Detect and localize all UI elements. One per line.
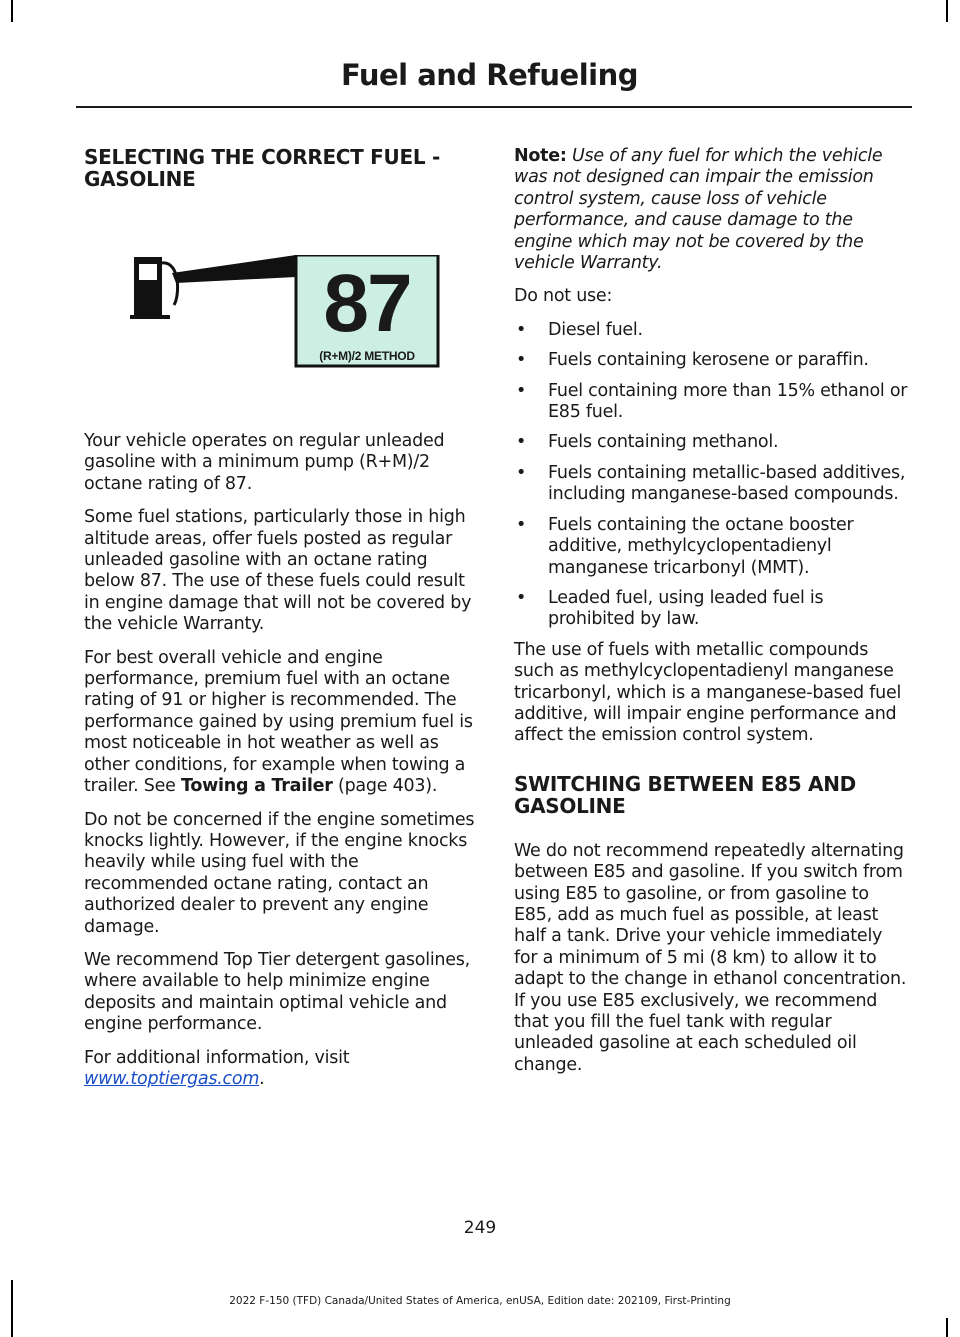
list-item-text: Diesel fuel.: [548, 319, 643, 340]
page-number: 249: [463, 1218, 497, 1238]
list-item: [514, 463, 910, 506]
note-label: Note:: [514, 146, 567, 166]
bullet-icon: •: [516, 350, 527, 371]
crop-mark: [11, 1280, 13, 1337]
bullet-icon: •: [516, 514, 527, 535]
paragraph: The use of fuels with metallic compounds such as methylcyclopentadienyl manganese tricarbonyl, which is a manganese-based fuel additive, will impair engine performance and affect the emission control system.: [514, 639, 902, 746]
bullet-icon: •: [516, 380, 527, 401]
list-item: [514, 381, 910, 424]
edition-footer: 2022 F-150 (TFD) Canada/United States of America, enUSA, Edition date: 202109, First-Printing: [229, 1295, 731, 1307]
octane-number: 87: [323, 258, 411, 349]
crop-mark: [946, 0, 948, 22]
list-item: [514, 588, 910, 631]
paragraph: Some fuel stations, particularly those in high altitude areas, offer fuels posted as regular unleaded gasoline with an octane rating below 87. The use of these fuels could result in engine damage that will not be covered by the vehicle Warranty.: [84, 507, 472, 635]
cross-reference[interactable]: Towing a Trailer: [180, 776, 333, 797]
list-item-text: Leaded fuel, using leaded fuel is prohibited by law.: [548, 587, 824, 630]
toptiergas-link[interactable]: www.toptiergas.com: [84, 1068, 260, 1089]
paragraph: We recommend Top Tier detergent gasolines, where available to help minimize engine deposits and maintain optimal vehicle and engine performance.: [84, 949, 470, 1035]
list-item-text: Fuels containing metallic-based additives, including manganese-based compounds.: [548, 462, 906, 505]
paragraph: Do not use:: [514, 286, 613, 307]
bullet-icon: •: [516, 319, 527, 340]
paragraph-text: For best overall vehicle and engine performance, premium fuel with an octane rating of 91 or higher is recommended. The performance gained by using premium fuel is most noticeable in hot weather as well as other conditions, for example when towing a trailer. See: [84, 647, 473, 797]
page-header-title: Fuel and Refueling: [340, 58, 638, 92]
paragraph: [84, 648, 476, 798]
list-item: [514, 432, 910, 453]
crop-mark: [11, 0, 13, 22]
list-item-text: Fuels containing kerosene or paraffin.: [548, 350, 869, 371]
list-item: [514, 350, 910, 371]
paragraph-text: For additional information, visit: [84, 1047, 350, 1068]
paragraph: [84, 1048, 476, 1091]
section-title: SWITCHING BETWEEN E85 AND GASOLINE: [514, 771, 856, 818]
paragraph: Your vehicle operates on regular unleaded gasoline with a minimum pump (R+M)/2 octane rating of 87.: [84, 431, 445, 494]
note-text: Use of any fuel for which the vehicle was not designed can impair the emission control system, cause loss of vehicle performance, and cause damage to the engine which may not be covered by the vehicle Warranty.: [514, 146, 883, 274]
left-column: [84, 146, 476, 1102]
paragraph: We do not recommend repeatedly alternating between E85 and gasoline. If you switch from using E85 to gasoline, or from gasoline to E85, add as much fuel as possible, at least half a tank. Drive your vehicle immediately for a minimum of 5 mi (8 km) to allow it to adapt to the change in ethanol concentration. If you use E85 exclusively, we recommend that you fill the fuel tank with regular unleaded gasoline at each scheduled oil change.: [514, 840, 907, 1075]
list-item-text: Fuel containing more than 15% ethanol or E85 fuel.: [548, 380, 908, 423]
list-item: [514, 320, 910, 341]
punctuation: .: [259, 1068, 265, 1089]
bullet-icon: •: [516, 432, 527, 453]
bullet-icon: •: [516, 462, 527, 483]
section-title: SELECTING THE CORRECT FUEL - GASOLINE: [84, 145, 440, 191]
paragraph: Do not be concerned if the engine sometimes knocks lightly. However, if the engine knocks heavily while using fuel with the recommended octane rating, contact an authorized dealer to prevent any engine damage.: [84, 809, 475, 937]
octane-label-figure: [84, 255, 476, 375]
crop-mark: [946, 1318, 948, 1337]
header-rule: [76, 106, 912, 108]
octane-method: (R+M)/2 METHOD: [319, 349, 415, 363]
list-item-text: Fuels containing the octane booster additive, methylcyclopentadienyl manganese tricarbonyl (MMT).: [548, 514, 854, 578]
right-column: [514, 146, 910, 1088]
page-reference: (page 403).: [332, 776, 438, 797]
list-item-text: Fuels containing methanol.: [548, 432, 779, 453]
bullet-icon: •: [516, 587, 527, 608]
bullet-list: [514, 320, 910, 631]
note: [514, 146, 910, 274]
list-item: [514, 515, 910, 579]
